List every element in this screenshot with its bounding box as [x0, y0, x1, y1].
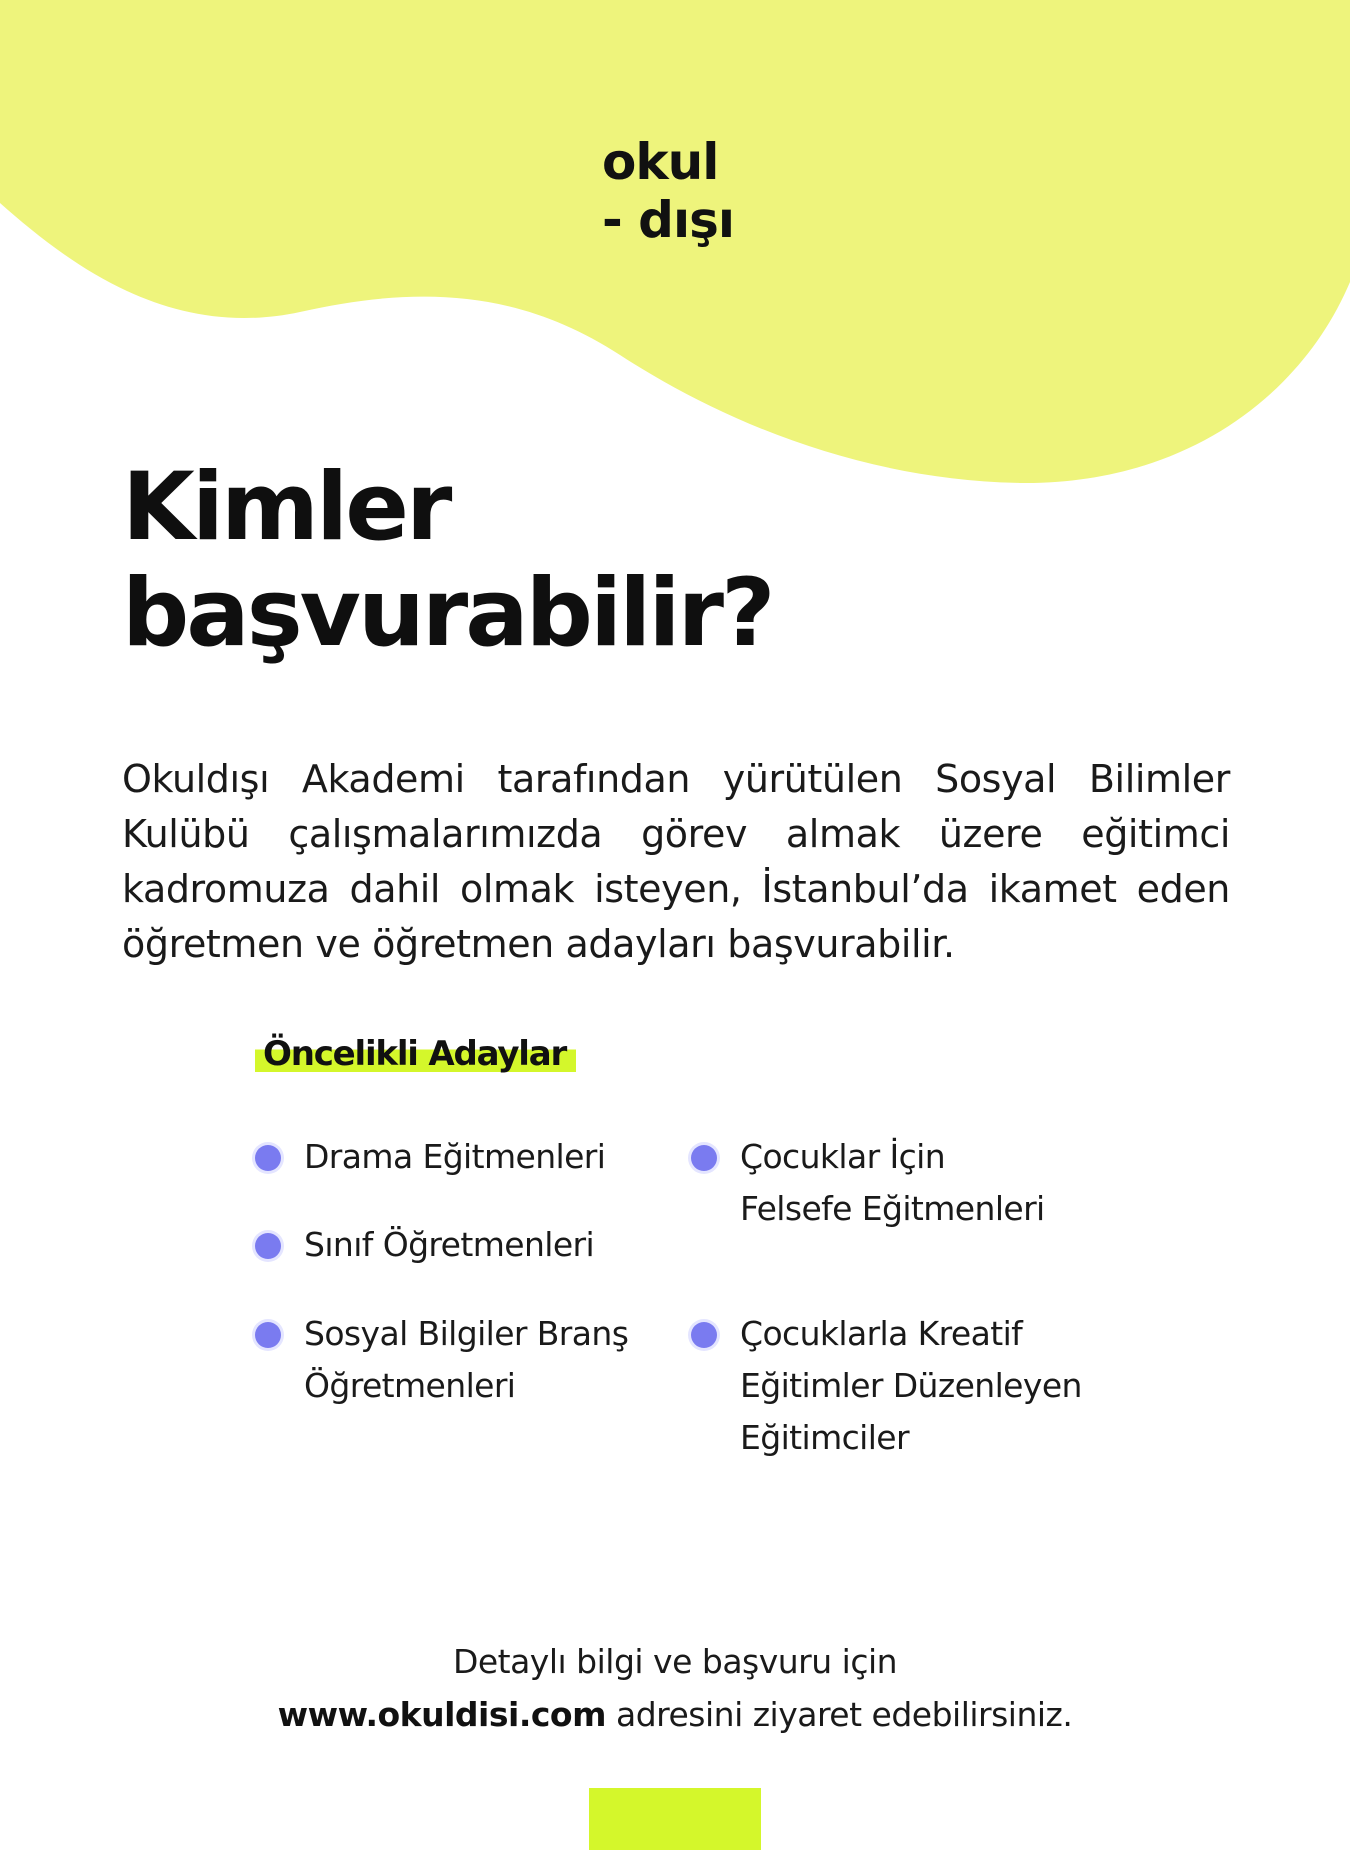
list-item [691, 1131, 1045, 1235]
footer-info [0, 1635, 1350, 1741]
list-item-text: Eğitimciler [740, 1418, 909, 1457]
title-line-2: başvurabilir? [122, 559, 773, 668]
bullet-icon [691, 1145, 717, 1171]
bullet-icon [691, 1322, 717, 1348]
priority-heading-text: Öncelikli Adaylar [263, 1034, 567, 1074]
list-item [255, 1308, 628, 1412]
list-item-text: Çocuklarla Kreatif [740, 1314, 1023, 1353]
footer-line-1: Detaylı bilgi ve başvuru için [452, 1642, 898, 1681]
title-line-1: Kimler [122, 453, 450, 562]
okuldisi-logo[interactable] [602, 133, 762, 249]
list-item [255, 1219, 594, 1271]
bottom-accent-block [589, 1788, 761, 1850]
website-link[interactable]: www.okuldisi.com [277, 1695, 606, 1734]
footer-line-2: adresini ziyaret edebilirsiniz. [605, 1695, 1073, 1734]
list-item [255, 1131, 605, 1183]
list-item-text: Eğitimler Düzenleyen [740, 1366, 1082, 1405]
logo-line-2: - dışı [602, 191, 734, 249]
page-title [122, 455, 773, 667]
bullet-icon [255, 1233, 281, 1259]
list-item-text: Sınıf Öğretmenleri [304, 1225, 595, 1264]
logo-line-1: okul [602, 133, 719, 191]
list-item-text: Drama Eğitmenleri [304, 1137, 606, 1176]
list-item-text: Sosyal Bilgiler Branş [304, 1314, 629, 1353]
priority-candidates-heading [255, 1034, 576, 1074]
bullet-icon [255, 1322, 281, 1348]
list-item-text: Çocuklar İçin [740, 1137, 946, 1176]
list-item [691, 1308, 1082, 1464]
yellow-wave-background [0, 0, 1350, 500]
list-item-text: Felsefe Eğitmenleri [740, 1189, 1045, 1228]
intro-paragraph: Okuldışı Akademi tarafından yürütülen Sosyal Bilimler Kulübü çalışmalarımızda görev almak üzere eğitimci kadromuza dahil olmak isteyen, İstanbul’da ikamet eden öğretmen ve öğretmen adayları başvurabilir. [122, 757, 1230, 966]
bullet-icon [255, 1145, 281, 1171]
list-item-text: Öğretmenleri [304, 1366, 516, 1405]
